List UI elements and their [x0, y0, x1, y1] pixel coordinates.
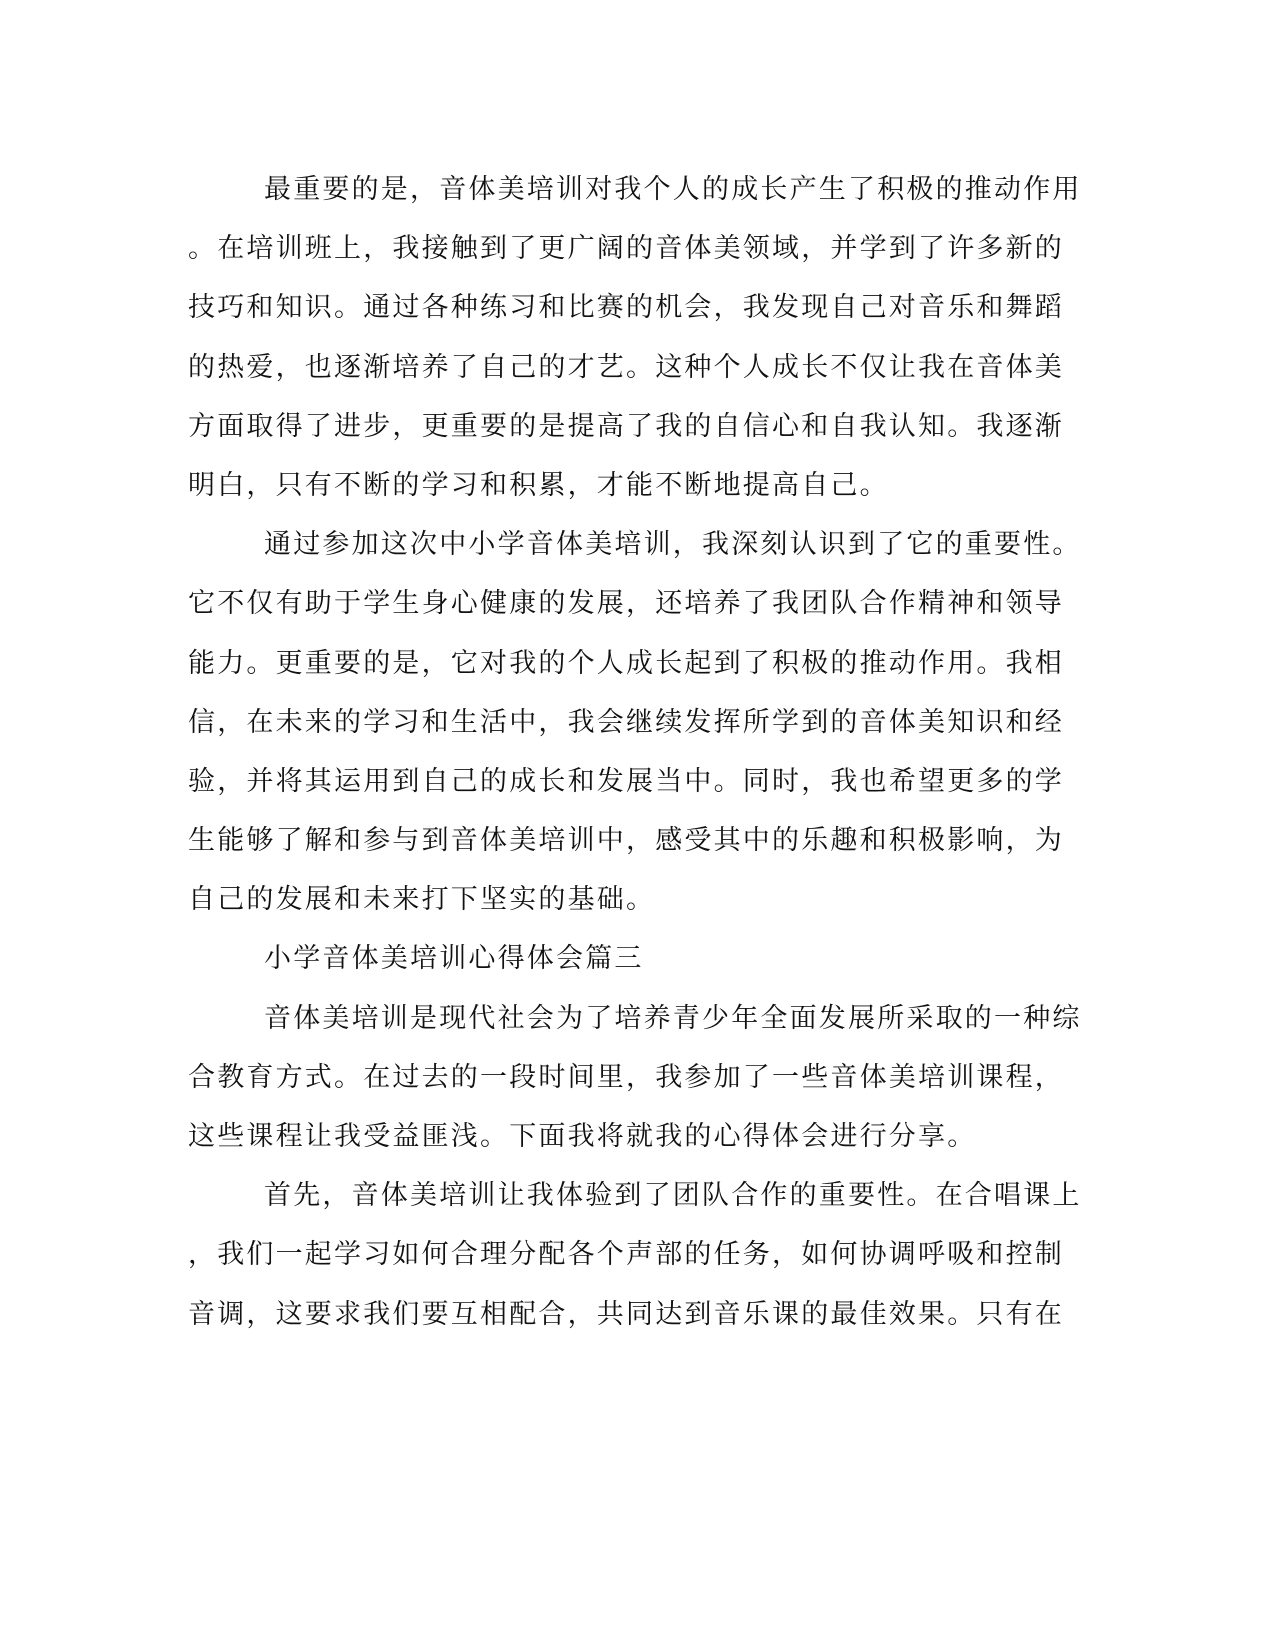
paragraph-line: 验，并将其运用到自己的成长和发展当中。同时，我也希望更多的学 [188, 765, 1064, 797]
paragraph-line: 这些课程让我受益匪浅。下面我将就我的心得体会进行分享。 [188, 1121, 977, 1152]
paragraph-line: 首先，音体美培训让我体验到了团队合作的重要性。在合唱课上 [264, 1180, 1082, 1212]
paragraph-line: 技巧和知识。通过各种练习和比赛的机会，我发现自己对音乐和舞蹈 [188, 292, 1064, 324]
paragraph-line: 方面取得了进步，更重要的是提高了我的自信心和自我认知。我逐渐 [188, 410, 1064, 442]
paragraph-line: 生能够了解和参与到音体美培训中，感受其中的乐趣和积极影响，为 [188, 825, 1064, 857]
paragraph-line: 通过参加这次中小学音体美培训，我深刻认识到了它的重要性。 [264, 529, 1082, 561]
paragraph-line: 明白，只有不断的学习和积累，才能不断地提高自己。 [188, 469, 889, 501]
paragraph-line: 自己的发展和未来打下坚实的基础。 [188, 884, 656, 916]
paragraph-line: 音调，这要求我们要互相配合，共同达到音乐课的最佳效果。只有在 [188, 1298, 1064, 1330]
paragraph-line: ，我们一起学习如何合理分配各个声部的任务，如何协调呼吸和控制 [188, 1239, 1064, 1271]
paragraph-line: 音体美培训是现代社会为了培养青少年全面发展所采取的一种综 [264, 1002, 1082, 1034]
paragraph-line: 合教育方式。在过去的一段时间里，我参加了一些音体美培训课程， [188, 1061, 1064, 1093]
paragraph-line: 的热爱，也逐渐培养了自己的才艺。这种个人成长不仅让我在音体美 [188, 351, 1064, 383]
paragraph-line: 信，在未来的学习和生活中，我会继续发挥所学到的音体美知识和经 [188, 706, 1064, 738]
paragraph-line: 它不仅有助于学生身心健康的发展，还培养了我团队合作精神和领导 [188, 588, 1064, 620]
paragraph-line: 能力。更重要的是，它对我的个人成长起到了积极的推动作用。我相 [188, 647, 1064, 679]
document-body [188, 160, 1082, 1344]
paragraph-line: 最重要的是，音体美培训对我个人的成长产生了积极的推动作用 [264, 174, 1082, 205]
paragraph-line: 。在培训班上，我接触到了更广阔的音体美领域，并学到了许多新的 [188, 233, 1064, 265]
section-heading: 小学音体美培训心得体会篇三 [264, 943, 644, 975]
